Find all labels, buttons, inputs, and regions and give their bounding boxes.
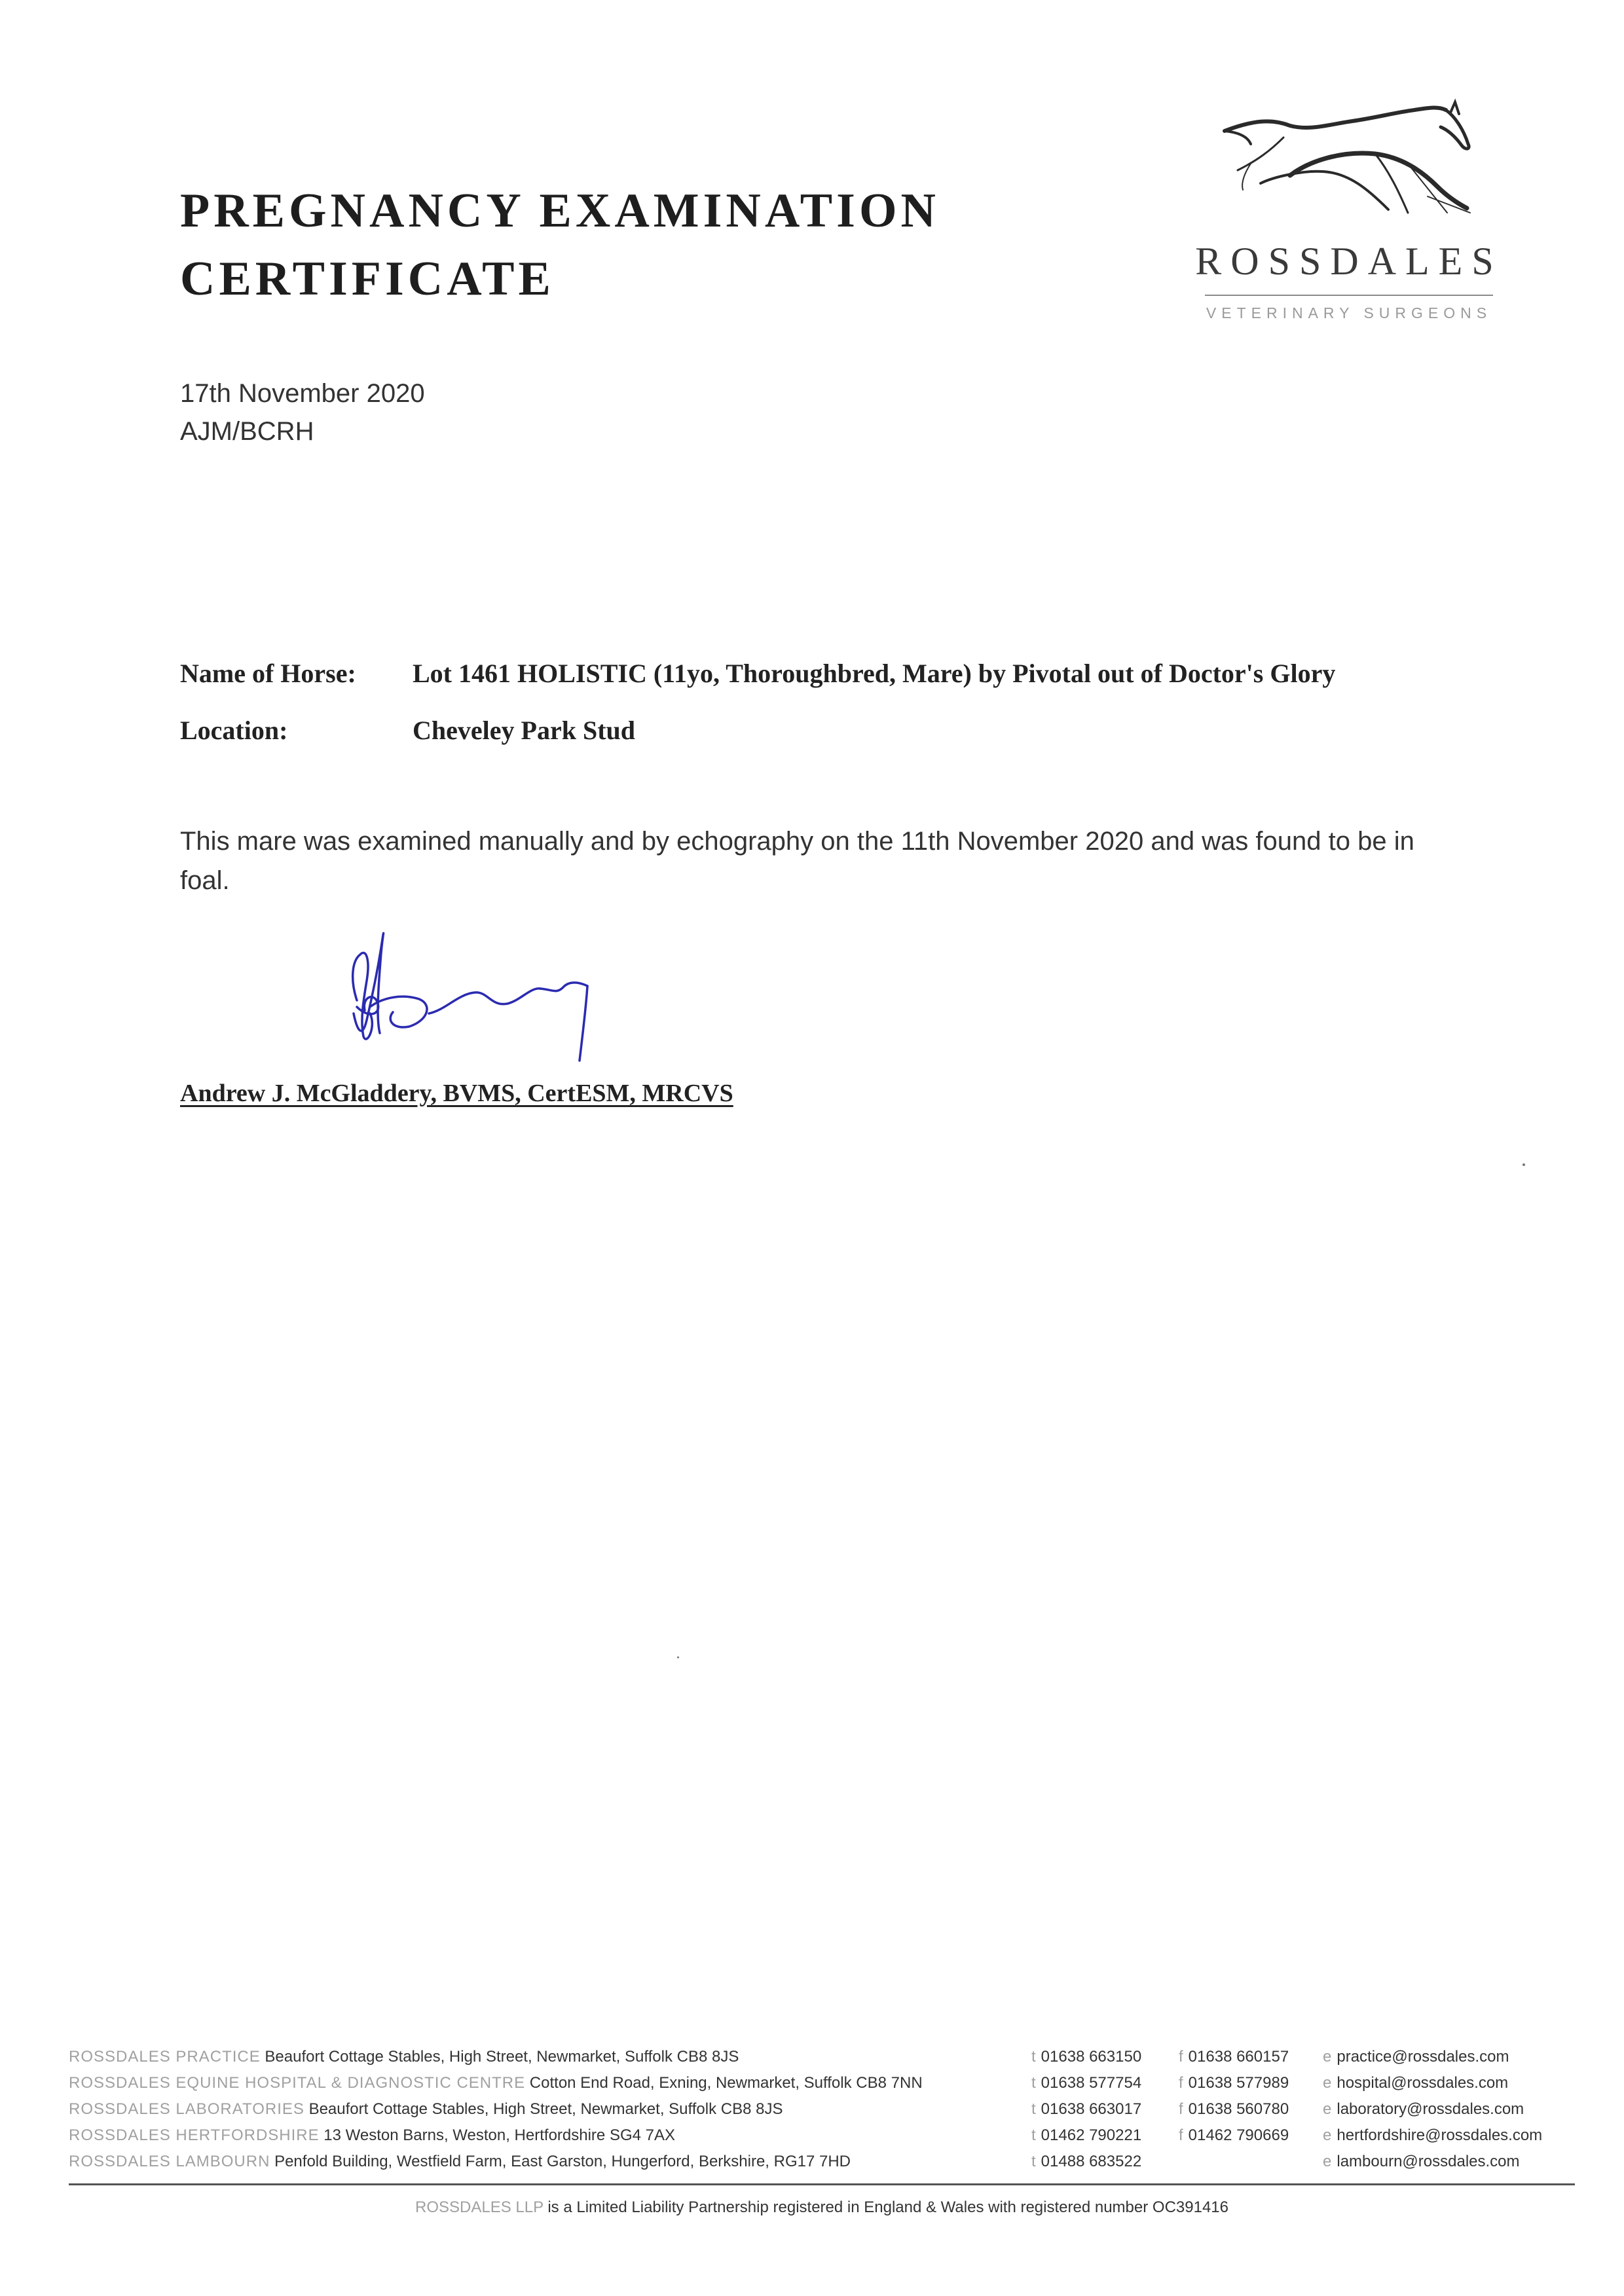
office-email: e laboratory@rossdales.com: [1323, 2100, 1524, 2118]
brand-divider: [1205, 295, 1493, 296]
rossdales-logo: [1192, 98, 1506, 334]
office-name: ROSSDALES LAMBOURN: [69, 2153, 270, 2170]
document-meta: [180, 374, 425, 450]
title-line-1: PREGNANCY EXAMINATION: [180, 184, 940, 238]
document-date: 17th November 2020: [180, 379, 425, 408]
scan-speck: [677, 1656, 679, 1658]
office-address: Penfold Building, Westfield Farm, East Garston, Hungerford, Berkshire, RG17 7HD: [274, 2153, 851, 2170]
office-email: e hertfordshire@rossdales.com: [1323, 2126, 1543, 2144]
office-row: [69, 2126, 1575, 2153]
galloping-horse-icon: [1211, 98, 1486, 236]
office-address: Beaufort Cottage Stables, High Street, Newmarket, Suffolk CB8 8JS: [308, 2100, 783, 2118]
horse-name-value: Lot 1461 HOLISTIC (11yo, Thoroughbred, Mare) by Pivotal out of Doctor's Glory: [413, 659, 1336, 688]
office-address: Beaufort Cottage Stables, High Street, Newmarket, Suffolk CB8 8JS: [265, 2048, 739, 2066]
office-email: e hospital@rossdales.com: [1323, 2074, 1509, 2092]
examination-statement: This mare was examined manually and by echography on the 11th November 2020 and was found to be in foal.: [180, 827, 1414, 895]
office-telephone: t 01638 663017: [1031, 2100, 1142, 2118]
scan-speck: [1522, 1163, 1525, 1166]
office-fax: f 01638 577989: [1179, 2074, 1289, 2092]
location-value: Cheveley Park Stud: [413, 716, 635, 745]
office-name: ROSSDALES PRACTICE: [69, 2048, 261, 2066]
office-telephone: t 01462 790221: [1031, 2126, 1142, 2144]
footer-divider: [69, 2183, 1575, 2185]
office-name: ROSSDALES EQUINE HOSPITAL & DIAGNOSTIC CENTRE: [69, 2074, 526, 2092]
legal-entity-name: ROSSDALES LLP: [415, 2198, 544, 2216]
office-name: ROSSDALES HERTFORDSHIRE: [69, 2126, 320, 2144]
brand-tagline: VETERINARY SURGEONS: [1206, 304, 1492, 321]
document-title: [180, 177, 940, 313]
office-address: 13 Weston Barns, Weston, Hertfordshire SG4 7AX: [323, 2126, 675, 2144]
office-row: [69, 2074, 1575, 2100]
horse-name-label: Name of Horse:: [180, 659, 356, 688]
office-row: [69, 2048, 1575, 2074]
handwritten-signature: [331, 922, 645, 1066]
office-row: [69, 2153, 1575, 2179]
office-telephone: t 01638 577754: [1031, 2074, 1142, 2092]
signer-name: Andrew J. McGladdery, BVMS, CertESM, MRCVS: [180, 1080, 733, 1107]
legal-notice: [69, 2198, 1575, 2217]
office-name: ROSSDALES LABORATORIES: [69, 2100, 304, 2118]
office-fax: f 01462 790669: [1179, 2126, 1289, 2144]
brand-name: ROSSDALES: [1195, 240, 1503, 283]
title-line-2: CERTIFICATE: [180, 252, 555, 306]
legal-registration-text: is a Limited Liability Partnership registered in England & Wales with registered number OC391416: [547, 2198, 1228, 2216]
location-label: Location:: [180, 716, 288, 745]
office-email: e practice@rossdales.com: [1323, 2048, 1509, 2066]
office-email: e lambourn@rossdales.com: [1323, 2153, 1520, 2170]
document-reference: AJM/BCRH: [180, 417, 314, 446]
office-fax: f 01638 560780: [1179, 2100, 1289, 2118]
office-address: Cotton End Road, Exning, Newmarket, Suffolk CB8 7NN: [529, 2074, 923, 2092]
office-telephone: t 01488 683522: [1031, 2153, 1142, 2170]
office-fax: f 01638 660157: [1179, 2048, 1289, 2066]
office-row: [69, 2100, 1575, 2126]
office-telephone: t 01638 663150: [1031, 2048, 1142, 2066]
